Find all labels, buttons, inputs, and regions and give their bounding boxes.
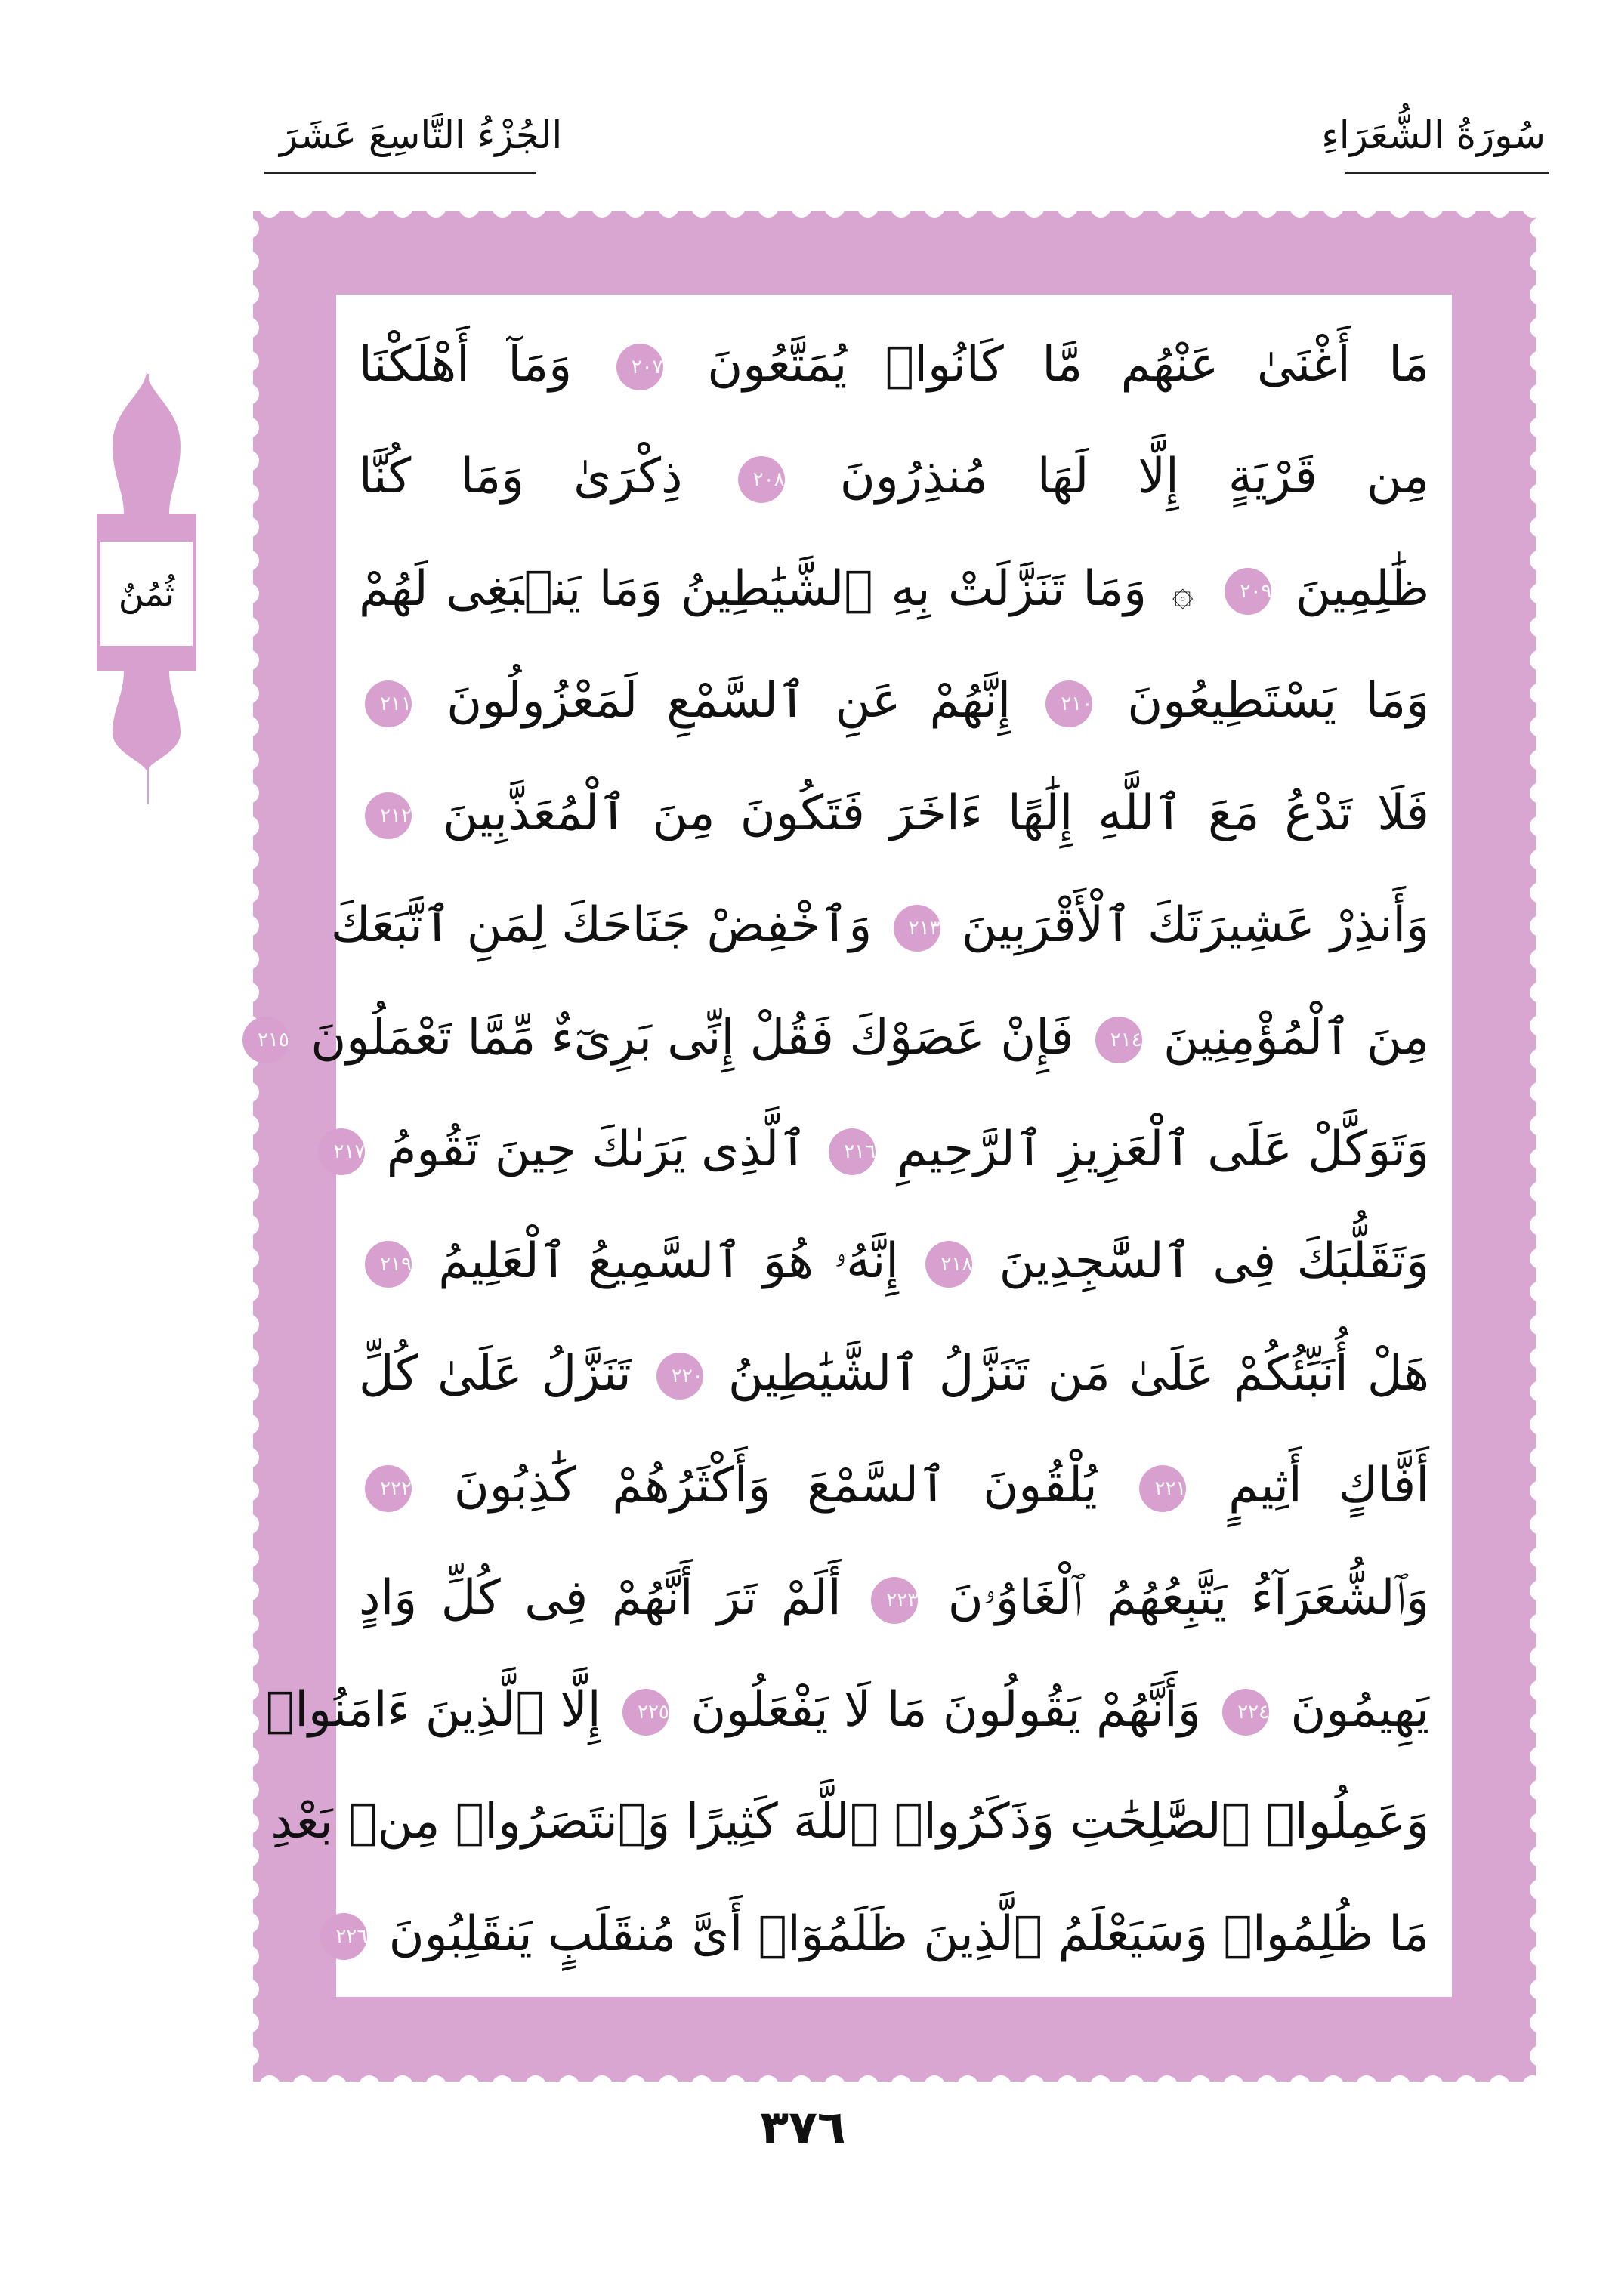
- frame-scallop: [625, 2075, 646, 2082]
- frame-scallop: [1530, 1281, 1536, 1302]
- frame-scallop: [1123, 2075, 1144, 2082]
- frame-scallop: [1530, 284, 1536, 305]
- verse-text: وَأَنَّهُمْ يَقُولُونَ مَا لَا يَفْعَلُونَ: [690, 1682, 1201, 1739]
- frame-scallop: [758, 2075, 779, 2082]
- frame-scallop: [857, 2075, 879, 2082]
- frame-scallop: [1057, 211, 1078, 218]
- frame-scallop: [253, 384, 259, 405]
- frame-scallop: [1456, 2075, 1477, 2082]
- frame-scallop: [359, 2075, 380, 2082]
- frame-scallop: [253, 1281, 259, 1302]
- ayah-number-marker: ٢٢٦: [320, 1913, 367, 1960]
- frame-scallop: [857, 211, 879, 218]
- ayah-number-marker: ٢١٩: [365, 1241, 412, 1288]
- frame-scallop: [1530, 716, 1536, 737]
- frame-scallop: [425, 2075, 446, 2082]
- verse-text: وَٱلشُّعَرَآءُ يَتَّبِعُهُمُ ٱلْغَاوُۥنَ: [947, 1569, 1430, 1626]
- frame-scallop: [253, 949, 259, 970]
- frame-scallop: [1530, 317, 1536, 338]
- frame-scallop: [1530, 915, 1536, 937]
- frame-scallop: [253, 1846, 259, 1867]
- frame-scallop: [1256, 2075, 1277, 2082]
- frame-scallop: [253, 882, 259, 903]
- frame-scallop: [691, 211, 712, 218]
- verse-text: أَفَّاكٍ أَثِيمٍ: [1228, 1458, 1430, 1514]
- verse-text: ظَٰلِمِينَ: [1295, 560, 1430, 617]
- frame-scallop: [891, 211, 912, 218]
- frame-scallop: [253, 716, 259, 737]
- frame-scallop: [253, 1514, 259, 1535]
- verse-text: يَهِيمُونَ: [1290, 1682, 1429, 1739]
- frame-scallop: [253, 1779, 259, 1801]
- ayah-number-marker: ٢١١: [365, 680, 412, 727]
- frame-scallop: [253, 483, 259, 505]
- frame-scallop: [253, 417, 259, 438]
- frame-scallop: [253, 2012, 259, 2033]
- ayah-number-marker: ٢٢١: [1139, 1465, 1186, 1512]
- frame-scallop: [253, 1082, 259, 1103]
- frame-scallop: [253, 1148, 259, 1169]
- frame-scallop: [1223, 2075, 1244, 2082]
- ayah-number-marker: ٢١٧: [318, 1128, 365, 1175]
- frame-scallop: [1024, 211, 1045, 218]
- frame-scallop: [253, 284, 259, 305]
- frame-scallop: [1522, 2075, 1536, 2082]
- frame-scallop: [558, 211, 579, 218]
- frame-scallop: [1530, 882, 1536, 903]
- verse-text: يُلْقُونَ ٱلسَّمْعَ وَأَكْثَرُهُمْ كَٰذِبُونَ: [453, 1458, 1098, 1514]
- ayah-number-marker: ٢٠٩: [1225, 568, 1271, 615]
- verse-line: [257, 998, 1429, 1078]
- frame-scallop: [1530, 782, 1536, 804]
- verse-line: [359, 325, 1429, 405]
- frame-scallop: [1530, 1414, 1536, 1435]
- frame-scallop: [253, 1813, 259, 1834]
- ayah-number-marker: ٢٢٤: [1222, 1689, 1269, 1736]
- frame-scallop: [1530, 2045, 1536, 2066]
- surah-header-rule: [1345, 172, 1549, 174]
- frame-scallop: [1530, 749, 1536, 770]
- rub-el-hizb-symbol: ۞: [1172, 571, 1194, 614]
- frame-scallop: [1057, 2075, 1078, 2082]
- frame-scallop: [1289, 2075, 1311, 2082]
- frame-scallop: [1530, 616, 1536, 637]
- verse-line: [359, 549, 1429, 629]
- frame-scallop: [1530, 1314, 1536, 1335]
- page-text-area: [257, 295, 1452, 1997]
- frame-scallop: [1530, 1248, 1536, 1269]
- frame-scallop: [1489, 211, 1510, 218]
- frame-scallop: [253, 1646, 259, 1668]
- frame-scallop: [1530, 450, 1536, 471]
- frame-scallop: [326, 211, 347, 218]
- ayah-number-marker: ٢١٤: [1095, 1017, 1142, 1063]
- frame-scallop: [1530, 1779, 1536, 1801]
- juz-name-header: الجُزْءُ التَّاسِعَ عَشَرَ: [280, 113, 563, 157]
- frame-scallop: [658, 2075, 679, 2082]
- frame-scallop: [253, 749, 259, 770]
- ayah-number-marker: ٢٢٠: [656, 1353, 703, 1400]
- frame-scallop: [253, 1979, 259, 2000]
- frame-scallop: [1389, 2075, 1410, 2082]
- frame-scallop: [1530, 1680, 1536, 1701]
- verse-line: [265, 1670, 1429, 1750]
- frame-scallop: [253, 1480, 259, 1501]
- frame-scallop: [1422, 211, 1444, 218]
- frame-scallop: [1530, 1613, 1536, 1634]
- frame-scallop: [253, 849, 259, 870]
- frame-scallop: [253, 1381, 259, 1402]
- frame-scallop: [1530, 1879, 1536, 1900]
- frame-scallop: [990, 211, 1011, 218]
- frame-scallop: [253, 2045, 259, 2066]
- frame-scallop: [1090, 211, 1111, 218]
- verse-text: مِن قَرْيَةٍ إِلَّا لَهَا مُنذِرُونَ: [839, 449, 1430, 505]
- frame-scallop: [1090, 2075, 1111, 2082]
- frame-scallop: [591, 211, 613, 218]
- frame-scallop: [957, 211, 978, 218]
- frame-scallop: [525, 2075, 546, 2082]
- verse-text: فَإِنْ عَصَوْكَ فَقُلْ إِنِّى بَرِىٓءٌ مِّمَّا تَعْمَلُونَ: [310, 1009, 1074, 1066]
- verse-text: إِلَّا ٱلَّذِينَ ءَامَنُوا۟: [265, 1682, 601, 1739]
- verse-line: [359, 1446, 1429, 1526]
- verse-text: مَا أَغْنَىٰ عَنْهُم مَّا كَانُوا۟ يُمَتَّعُونَ: [707, 337, 1430, 393]
- frame-scallop: [1530, 417, 1536, 438]
- frame-scallop: [1530, 384, 1536, 405]
- ayah-number-marker: ٢١٠: [1045, 680, 1092, 727]
- frame-scallop: [326, 2075, 347, 2082]
- frame-scallop: [253, 683, 259, 704]
- verse-line: [359, 1221, 1429, 1301]
- page-number: ٣٧٦: [760, 2100, 846, 2155]
- verse-text: وَتَقَلُّبَكَ فِى ٱلسَّٰجِدِينَ: [999, 1233, 1430, 1290]
- verse-text: وَمَا تَنَزَّلَتْ بِهِ ٱلشَّيَٰطِينُ وَمَا يَنۢبَغِى لَهُمْ: [359, 560, 1147, 617]
- frame-scallop: [253, 616, 259, 637]
- frame-scallop: [1530, 1082, 1536, 1103]
- frame-scallop: [924, 2075, 945, 2082]
- frame-scallop: [459, 2075, 480, 2082]
- ayah-number-marker: ٢١٣: [894, 905, 940, 952]
- frame-scallop: [1190, 2075, 1211, 2082]
- frame-scallop: [1530, 218, 1536, 239]
- verse-line: [359, 437, 1429, 517]
- frame-scallop: [1530, 982, 1536, 1003]
- frame-scallop: [253, 1713, 259, 1734]
- frame-scallop: [253, 650, 259, 671]
- verse-text: وَمَا يَسْتَطِيعُونَ: [1127, 673, 1429, 730]
- frame-scallop: [724, 211, 746, 218]
- verse-line: [335, 1894, 1429, 1974]
- frame-scallop: [1530, 251, 1536, 272]
- frame-scallop: [1530, 849, 1536, 870]
- frame-scallop: [392, 2075, 413, 2082]
- ayah-number-marker: ٢٢٢: [365, 1465, 412, 1512]
- verse-text: وَتَوَكَّلْ عَلَى ٱلْعَزِيزِ ٱلرَّحِيمِ: [897, 1121, 1429, 1177]
- verse-text: وَعَمِلُوا۟ ٱلصَّٰلِحَٰتِ وَذَكَرُوا۟ ٱللَّهَ كَثِيرًا وَٱنتَصَرُوا۟ مِنۢ بَعْدِ: [270, 1794, 1429, 1850]
- verse-line: [359, 773, 1429, 853]
- frame-scallop: [1389, 211, 1410, 218]
- frame-scallop: [253, 1547, 259, 1568]
- verse-line: [333, 1109, 1429, 1190]
- frame-scallop: [253, 1115, 259, 1136]
- frame-scallop: [425, 211, 446, 218]
- frame-scallop: [1530, 1381, 1536, 1402]
- ayah-number-marker: ٢١٢: [365, 792, 412, 839]
- frame-scallop: [492, 2075, 513, 2082]
- frame-scallop: [1157, 211, 1178, 218]
- frame-scallop: [791, 2075, 812, 2082]
- frame-scallop: [691, 2075, 712, 2082]
- frame-scallop: [1530, 517, 1536, 538]
- frame-scallop: [625, 211, 646, 218]
- frame-scallop: [1422, 2075, 1444, 2082]
- frame-scallop: [1157, 2075, 1178, 2082]
- frame-scallop: [1123, 211, 1144, 218]
- frame-scallop: [253, 782, 259, 804]
- ayah-number-marker: ٢١٥: [242, 1017, 289, 1063]
- frame-scallop: [791, 211, 812, 218]
- frame-scallop: [1530, 683, 1536, 704]
- frame-scallop: [1530, 583, 1536, 604]
- verse-text: ٱلَّذِى يَرَىٰكَ حِينَ تَقُومُ: [386, 1121, 808, 1177]
- frame-scallop: [1530, 650, 1536, 671]
- verse-text: وَأَنذِرْ عَشِيرَتَكَ ٱلْأَقْرَبِينَ: [961, 897, 1429, 954]
- verse-text: وَٱخْفِضْ جَنَاحَكَ لِمَنِ ٱتَّبَعَكَ: [330, 897, 872, 954]
- frame-scallop: [824, 211, 845, 218]
- frame-scallop: [459, 211, 480, 218]
- frame-scallop: [1530, 2012, 1536, 2033]
- frame-scallop: [1530, 550, 1536, 571]
- frame-scallop: [1530, 1979, 1536, 2000]
- frame-scallop: [1522, 211, 1536, 218]
- frame-scallop: [1530, 1480, 1536, 1501]
- frame-scallop: [359, 211, 380, 218]
- ayah-number-marker: ٢١٨: [925, 1241, 972, 1288]
- verse-text: وَمَآ أَهْلَكْنَا: [359, 337, 573, 393]
- frame-scallop: [1489, 2075, 1510, 2082]
- frame-scallop: [1223, 211, 1244, 218]
- frame-scallop: [1530, 1547, 1536, 1568]
- frame-scallop: [253, 350, 259, 372]
- frame-scallop: [1530, 1048, 1536, 1069]
- frame-scallop: [1024, 2075, 1045, 2082]
- frame-scallop: [253, 1214, 259, 1236]
- verse-line: [359, 1558, 1429, 1638]
- frame-scallop: [253, 1447, 259, 1468]
- frame-scallop: [1356, 2075, 1377, 2082]
- frame-scallop: [990, 2075, 1011, 2082]
- ayah-number-marker: ٢٠٨: [738, 456, 785, 503]
- frame-scallop: [253, 1347, 259, 1369]
- frame-scallop: [1456, 211, 1477, 218]
- verse-text: مِنَ ٱلْمُؤْمِنِينَ: [1163, 1009, 1429, 1066]
- juz-header-rule: [264, 172, 536, 174]
- frame-scallop: [1530, 816, 1536, 837]
- frame-scallop: [1530, 1347, 1536, 1369]
- frame-scallop: [724, 2075, 746, 2082]
- frame-scallop: [253, 218, 259, 239]
- verse-text: إِنَّهُۥ هُوَ ٱلسَّمِيعُ ٱلْعَلِيمُ: [438, 1233, 900, 1290]
- frame-scallop: [1356, 211, 1377, 218]
- frame-scallop: [492, 211, 513, 218]
- frame-scallop: [253, 1613, 259, 1634]
- frame-scallop: [253, 1680, 259, 1701]
- frame-scallop: [253, 251, 259, 272]
- frame-scallop: [758, 211, 779, 218]
- frame-scallop: [1530, 1946, 1536, 1967]
- verse-text: فَلَا تَدْعُ مَعَ ٱللَّهِ إِلَٰهًا ءَاخَرَ فَتَكُونَ مِنَ ٱلْمُعَذَّبِينَ: [443, 785, 1429, 841]
- frame-scallop: [1289, 211, 1311, 218]
- frame-scallop: [253, 1946, 259, 1967]
- frame-scallop: [591, 2075, 613, 2082]
- frame-scallop: [957, 2075, 978, 2082]
- frame-scallop: [253, 1414, 259, 1435]
- frame-scallop: [1530, 1514, 1536, 1535]
- frame-scallop: [1530, 1148, 1536, 1169]
- frame-scallop: [1530, 1646, 1536, 1668]
- frame-scallop: [253, 517, 259, 538]
- frame-scallop: [1323, 211, 1344, 218]
- verse-line: [330, 885, 1429, 965]
- frame-scallop: [824, 2075, 845, 2082]
- frame-scallop: [253, 1580, 259, 1601]
- frame-scallop: [1530, 1912, 1536, 1933]
- ayah-number-marker: ٢١٦: [829, 1128, 876, 1175]
- verse-line: [359, 661, 1429, 741]
- frame-scallop: [292, 211, 313, 218]
- surah-name-header: سُورَةُ الشُّعَرَاءِ: [1321, 113, 1546, 157]
- frame-scallop: [658, 211, 679, 218]
- frame-scallop: [253, 1181, 259, 1202]
- frame-scallop: [1190, 211, 1211, 218]
- frame-scallop: [558, 2075, 579, 2082]
- frame-scallop: [253, 816, 259, 837]
- frame-scallop: [525, 211, 546, 218]
- frame-scallop: [253, 550, 259, 571]
- frame-scallop: [1530, 1713, 1536, 1734]
- verse-line: [270, 1782, 1429, 1862]
- ayah-number-marker: ٢٢٣: [871, 1577, 918, 1624]
- frame-scallop: [1530, 483, 1536, 505]
- frame-scallop: [253, 1912, 259, 1933]
- frame-scallop: [1530, 1846, 1536, 1867]
- frame-scallop: [253, 317, 259, 338]
- ayah-number-marker: ٢٠٧: [616, 344, 663, 390]
- verse-lines: [257, 325, 1430, 1974]
- frame-scallop: [259, 211, 280, 218]
- frame-scallop: [924, 211, 945, 218]
- verse-text: مَا ظُلِمُوا۟ وَسَيَعْلَمُ ٱلَّذِينَ ظَلَمُوٓا۟ أَىَّ مُنقَلَبٍ يَنقَلِبُونَ: [388, 1906, 1429, 1962]
- verse-text: ذِكْرَىٰ وَمَا كُنَّا: [359, 449, 683, 505]
- frame-scallop: [1256, 211, 1277, 218]
- frame-scallop: [253, 915, 259, 937]
- frame-scallop: [1530, 350, 1536, 372]
- frame-scallop: [891, 2075, 912, 2082]
- frame-scallop: [1323, 2075, 1344, 2082]
- frame-scallop: [1530, 1447, 1536, 1468]
- frame-scallop: [253, 583, 259, 604]
- ayah-number-marker: ٢٢٥: [622, 1689, 669, 1736]
- frame-scallop: [1530, 1580, 1536, 1601]
- frame-scallop: [1530, 1115, 1536, 1136]
- verse-text: تَنَزَّلُ عَلَىٰ كُلِّ: [359, 1345, 632, 1402]
- frame-scallop: [253, 1879, 259, 1900]
- frame-scallop: [259, 2075, 280, 2082]
- frame-scallop: [392, 211, 413, 218]
- frame-scallop: [1530, 1746, 1536, 1767]
- verse-text: إِنَّهُمْ عَنِ ٱلسَّمْعِ لَمَعْزُولُونَ: [446, 673, 1011, 730]
- verse-text: أَلَمْ تَرَ أَنَّهُمْ فِى كُلِّ وَادٍ: [359, 1569, 842, 1626]
- frame-scallop: [292, 2075, 313, 2082]
- frame-scallop: [253, 1314, 259, 1335]
- frame-scallop: [1530, 1813, 1536, 1834]
- verse-line: [359, 1334, 1429, 1414]
- verse-text: هَلْ أُنَبِّئُكُمْ عَلَىٰ مَن تَنَزَّلُ ٱلشَّيَٰطِينُ: [727, 1345, 1430, 1402]
- frame-scallop: [1530, 949, 1536, 970]
- frame-scallop: [253, 1248, 259, 1269]
- frame-scallop: [1530, 1015, 1536, 1036]
- frame-scallop: [253, 450, 259, 471]
- frame-scallop: [1530, 1181, 1536, 1202]
- frame-scallop: [253, 1746, 259, 1767]
- hizb-marker-label: ثُمُنٌ: [97, 538, 196, 650]
- frame-scallop: [1530, 1214, 1536, 1236]
